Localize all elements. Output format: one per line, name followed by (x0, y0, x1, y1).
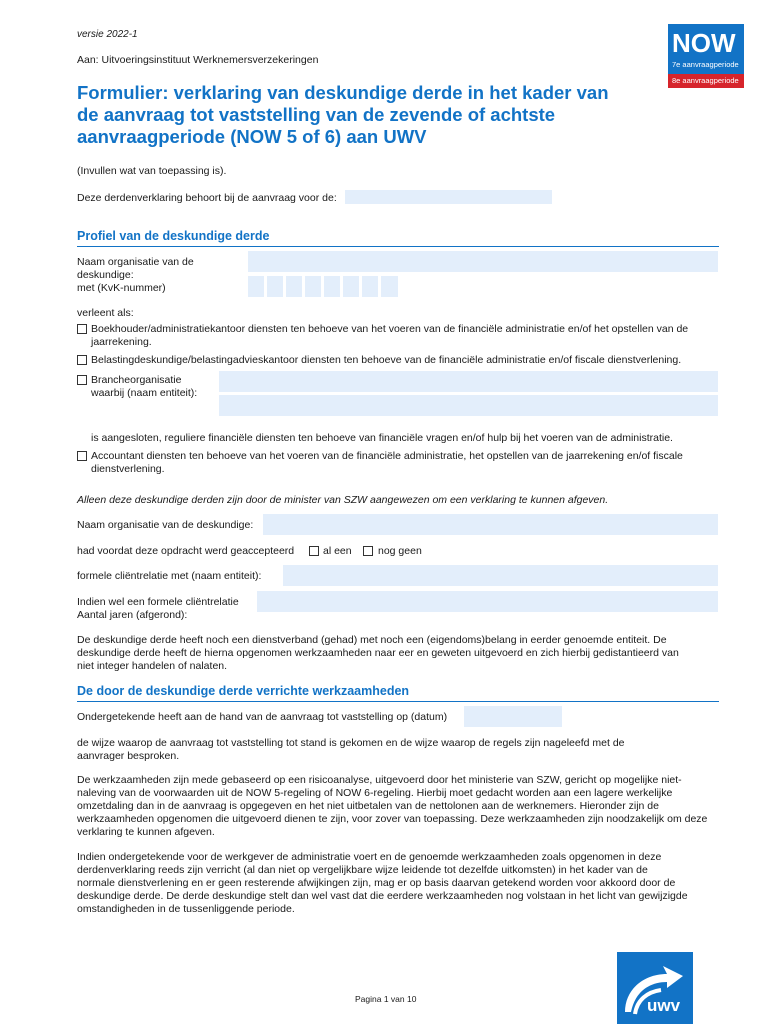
not-yet-checkbox[interactable] (363, 546, 373, 556)
option-bookkeeper-label-2: jaarrekening. (91, 336, 152, 348)
work-text-p3-2: derdenverklaring reeds zijn verricht (al dan niet op vergelijkbare wijze leidende tot dezelfde uitkomsten) in het kader van de (77, 864, 648, 876)
uwv-logo (617, 952, 693, 1024)
now-logo-period-8: 8e aanvraagperiode (672, 76, 739, 85)
org-name-label-2: deskundige: (77, 269, 134, 281)
section-work-heading: De door de deskundige derde verrichte werkzaamheden (77, 684, 410, 698)
affiliated-text: is aangesloten, reguliere financiële diensten ten behoeve van financiële vragen en/of hulp bij het voeren van de administratie. (91, 432, 673, 444)
work-text-p2-3: omzetdaling dan in de aanvraag is opgegeven en het niet uitbetalen van de nettolonen aan de werknemers. Hieronder zijn de (77, 800, 659, 812)
section-work-rule (77, 701, 719, 702)
issued-as-label: verleent als: (77, 307, 134, 319)
application-period-field[interactable] (345, 190, 552, 204)
already-checkbox[interactable] (309, 546, 319, 556)
now-logo-period-7: 7e aanvraagperiode (672, 60, 739, 69)
uwv-logo-text: uwv (647, 996, 681, 1015)
formal-relation-field[interactable] (283, 565, 718, 586)
signed-date-label: Ondergetekende heeft aan de hand van de aanvraag tot vaststelling op (datum) (77, 711, 448, 723)
work-text-p3-3: normale dienstverlening en er geen resterende afwijkingen zijn, mag er op basis daarvan getekend worden voor akkoord door de (77, 877, 676, 889)
belongs-label: Deze derdenverklaring behoort bij de aanvraag voor de: (77, 192, 337, 204)
option-bookkeeper-label: Boekhouder/administratiekantoor diensten ten behoeve van het voeren van de financiële administratie en/of het opstellen van de (91, 323, 689, 335)
option-branch-org-label-2: waarbij (naam entiteit): (91, 387, 198, 399)
formal-relation-label: formele cliëntrelatie met (naam entiteit): (77, 570, 262, 582)
work-text-p2-4: werkzaamheden opgenomen die uitgevoerd dienen te zijn, voor zover van toepassing. Deze werkzaamheden zijn noodzakelijk om deze (77, 813, 708, 825)
section-profile-rule (77, 246, 719, 247)
work-text-p1-1: de wijze waarop de aanvraag tot vaststelling tot stand is gekomen en de wijze waarop de regels zijn nageleefd met de (77, 737, 625, 749)
assessment-date-field[interactable] (464, 706, 562, 727)
work-text-p1-2: aanvrager besproken. (77, 750, 180, 762)
work-text-p2-1: De werkzaamheden zijn mede gebaseerd op een risicoanalyse, uitgevoerd door het ministerie van SZW, gericht op mogelijke niet- (77, 774, 682, 786)
already-label: al een (323, 545, 352, 557)
years-label-2: Aantal jaren (afgerond): (77, 609, 188, 621)
option-branch-org-label: Brancheorganisatie (91, 374, 182, 386)
years-label: Indien wel een formele cliëntrelatie (77, 596, 239, 608)
page-number: Pagina 1 van 10 (355, 994, 417, 1004)
work-text-p2-2: naleving van de voorwaarden uit de NOW 5-regeling of NOW 6-regeling. Hierbij moet gedacht worden aan een lagere werkelijke (77, 787, 673, 799)
branch-org-name-field-2[interactable] (219, 395, 718, 416)
section-profile-heading: Profiel van de deskundige derde (77, 229, 270, 243)
expert-org-name-label: Naam organisatie van de deskundige: (77, 519, 254, 531)
work-text-p3-5: omstandigheden in de tussenliggende periode. (77, 903, 295, 915)
work-text-p3-1: Indien ondergetekende voor de werkgever de administratie voert en de genoemde werkzaamheden zoals opgenomen in deze (77, 851, 662, 863)
option-accountant-label-2: dienstverlening. (91, 463, 165, 475)
branch-org-name-field-1[interactable] (219, 371, 718, 392)
option-tax-advisor-label: Belastingdeskundige/belastingadvieskantoor diensten ten behoeve van de financiële administratie en/of fiscale dienstverlening. (91, 354, 682, 366)
option-tax-advisor-checkbox[interactable] (77, 355, 87, 365)
instruction-text: (Invullen wat van toepassing is). (77, 165, 227, 177)
option-bookkeeper-checkbox[interactable] (77, 324, 87, 334)
independence-text-1: De deskundige derde heeft noch een dienstverband (gehad) met noch een (eigendoms)belang in eerder genoemde entiteit. De (77, 634, 667, 646)
kvk-label: met (KvK-nummer) (77, 282, 166, 294)
now-logo-text: NOW (672, 28, 736, 58)
org-name-field[interactable] (248, 251, 718, 272)
version-label: versie 2022-1 (77, 29, 138, 40)
option-accountant-label: Accountant diensten ten behoeve van het voeren van de financiële administratie, het opstellen van de jaarrekening en/of fiscale (91, 450, 683, 462)
expert-org-name-field[interactable] (263, 514, 718, 535)
not-yet-label: nog geen (378, 545, 422, 557)
independence-text-3: niet integer handelen of nalaten. (77, 660, 228, 672)
work-text-p3-4: deskundige derde. De derde deskundige stelt dan wel vast dat die eerdere werkzaamheden nog volstaan in het licht van gewijzigde (77, 890, 688, 902)
independence-text-2: deskundige derde heeft de hierna opgenomen werkzaamheden naar eer en geweten uitgevoerd en zich hierbij gedistantieerd van (77, 647, 679, 659)
recipient-label: Aan: Uitvoeringsinstituut Werknemersverzekeringen (77, 54, 319, 66)
org-name-label: Naam organisatie van de (77, 256, 194, 268)
option-branch-org-checkbox[interactable] (77, 375, 87, 385)
designated-note: Alleen deze deskundige derden zijn door de minister van SZW aangewezen om een verklaring te kunnen afgeven. (77, 494, 609, 506)
now-logo (668, 24, 744, 88)
work-text-p2-5: verklaring te kunnen afgeven. (77, 826, 215, 838)
option-accountant-checkbox[interactable] (77, 451, 87, 461)
years-field[interactable] (257, 591, 718, 612)
before-acceptance-label: had voordat deze opdracht werd geaccepteerd (77, 545, 295, 557)
